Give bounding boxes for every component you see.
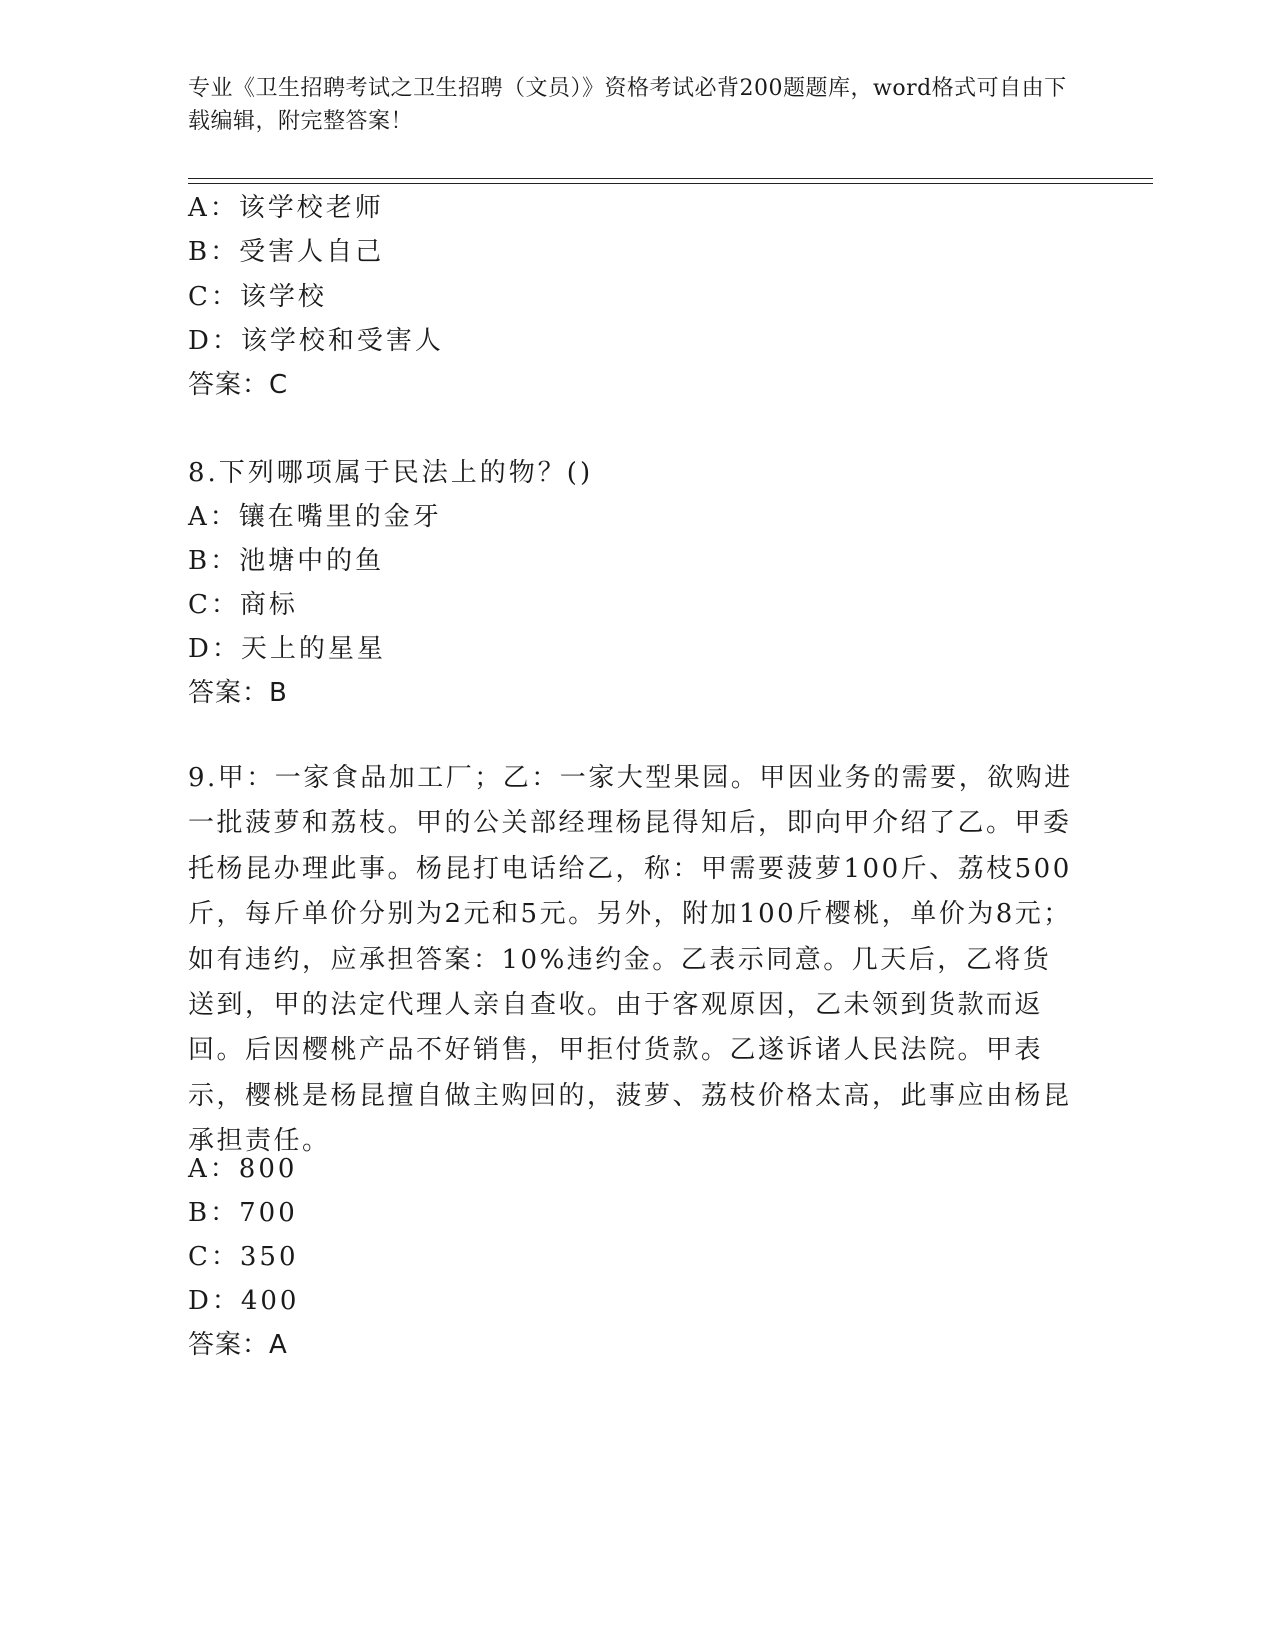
q7-option-a: A：该学校老师 bbox=[188, 193, 384, 223]
q8-option-a: A：镶在嘴里的金牙 bbox=[188, 502, 442, 532]
q9-option-a: A：800 bbox=[188, 1154, 298, 1184]
q8-stem: 8.下列哪项属于民法上的物？() bbox=[188, 458, 594, 488]
document-header: 专业《卫生招聘考试之卫生招聘（文员）》资格考试必背200题题库，word格式可自由下载编辑，附完整答案！ bbox=[188, 76, 1067, 134]
q7-option-c: C：该学校 bbox=[188, 282, 327, 312]
q7-option-b: B：受害人自己 bbox=[188, 237, 385, 267]
q8-option-d: D：天上的星星 bbox=[188, 634, 386, 664]
q7-answer: 答案：C bbox=[188, 370, 289, 400]
q9-option-d: D：400 bbox=[188, 1286, 300, 1316]
q7-option-d: D：该学校和受害人 bbox=[188, 326, 444, 356]
q8-option-c: C：商标 bbox=[188, 590, 298, 620]
q8-answer: 答案：B bbox=[188, 678, 288, 708]
header-divider-bottom bbox=[188, 183, 1153, 184]
q9-option-b: B：700 bbox=[188, 1198, 298, 1228]
q9-stem: 9.甲：一家食品加工厂；乙：一家大型果园。甲因业务的需要，欲购进一批菠萝和荔枝。甲的公关部经理杨昆得知后，即向甲介绍了乙。甲委托杨昆办理此事。杨昆打电话给乙，称：甲需要菠萝100斤、荔枝500斤，每斤单价分别为2元和5元。另外，附加100斤樱桃，单价为8元；如有违约，应承担答案：10%违约金。乙表示同意。几天后，乙将货送到，甲的法定代理人亲自查收。由于客观原因，乙未领到货款而返回。后因樱桃产品不好销售，甲拒付货款。乙遂诉诸人民法院。甲表示，樱桃是杨昆擅自做主购回的，菠萝、荔枝价格太高，此事应由杨昆承担责任。 bbox=[188, 763, 1073, 1157]
q9-option-c: C：350 bbox=[188, 1242, 299, 1272]
header-divider-top bbox=[188, 178, 1153, 179]
q8-option-b: B：池塘中的鱼 bbox=[188, 546, 385, 576]
q9-answer: 答案：A bbox=[188, 1330, 288, 1360]
